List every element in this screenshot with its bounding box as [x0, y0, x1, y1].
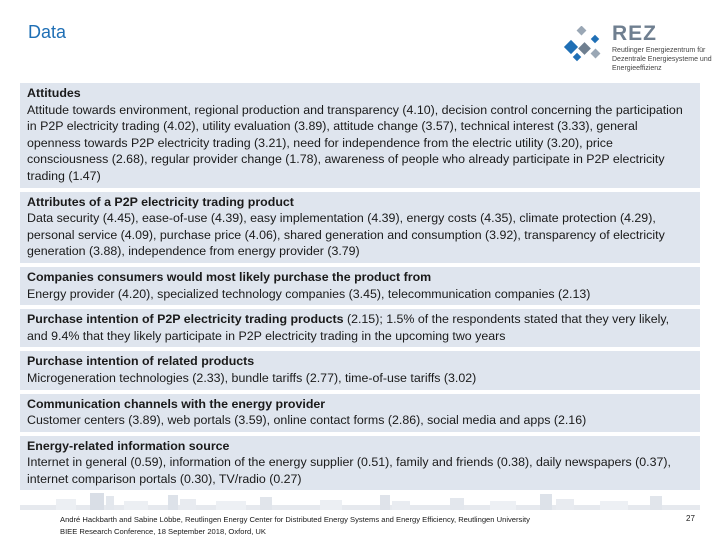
block-heading: Attitudes — [27, 86, 81, 100]
block-body: Attitude towards environment, regional production and transparency (4.10), decision control concerning the participation in P2P electricity trading (4.02), utility evaluation (3.89), attitude change (3.57), technical interest (3.33), general openness towards P2P electricity trading (3.21), need for independence from the electric utility (3.20), price consciousness (2.68), regular provider change (1.78), awareness of people who already participate in P2P electricity trading (1.47) — [27, 102, 683, 183]
footer-decoration — [20, 489, 700, 511]
rez-logo — [562, 22, 712, 72]
logo-name: REZ — [612, 22, 657, 45]
page-number: 27 — [686, 514, 695, 523]
block-heading: Energy-related information source — [27, 438, 230, 453]
block-body: Customer centers (3.89), web portals (3.59), online contact forms (2.86), social media and apps (2.16) — [27, 413, 587, 428]
block-heading: Companies consumers would most likely purchase the product from — [27, 269, 432, 284]
block-body: Data security (4.45), ease-of-use (4.39), easy implementation (4.39), energy costs (4.35), climate protection (4.29), personal service (4.09), purchase price (4.06), shared generation and consumption (3.92), transparency of electricity generation (3.88), independence from energy provider (3.79) — [27, 211, 665, 259]
footer-credits — [60, 514, 530, 538]
block-heading: Purchase intention of P2P electricity trading products — [27, 312, 344, 327]
block-purchase-intention — [20, 309, 700, 347]
block-body: (2.15); 1.5% of the respondents stated that they very likely, and 9.4% that they likely participate in P2P electricity trading in the upcoming two years — [27, 312, 670, 343]
logo-subtitle: Reutlinger Energiezentrum für Dezentrale Energiesysteme und Energieeffizienz — [612, 47, 712, 72]
block-information-source — [20, 436, 700, 491]
block-body: Energy provider (4.20), specialized technology companies (3.45), telecommunication companies (2.13) — [27, 286, 591, 301]
block-related-products — [20, 351, 700, 389]
block-body: Internet in general (0.59), information of the energy supplier (0.51), family and friends (0.38), daily newspapers (0.37), internet comparison portals (0.30), TV/radio (0.27) — [27, 455, 671, 486]
block-attributes — [20, 192, 700, 263]
block-heading: Purchase intention of related products — [27, 354, 255, 369]
block-attitudes — [20, 83, 700, 188]
content-list — [20, 83, 700, 494]
rez-logo-icon — [562, 26, 608, 66]
footer-authors: André Hackbarth and Sabine Löbbe, Reutlingen Energy Center for Distributed Energy Systems and Energy Efficiency, Reutlingen University — [60, 515, 530, 524]
block-companies — [20, 267, 700, 305]
block-body: Microgeneration technologies (2.33), bundle tariffs (2.77), time-of-use tariffs (3.02) — [27, 370, 477, 385]
block-heading: Communication channels with the energy provider — [27, 396, 326, 411]
block-communication-channels — [20, 394, 700, 432]
block-heading: Attributes of a P2P electricity trading product — [27, 194, 294, 209]
footer-conference: BIEE Research Conference, 18 September 2018, Oxford, UK — [60, 527, 266, 536]
slide-title: Data — [28, 22, 67, 42]
